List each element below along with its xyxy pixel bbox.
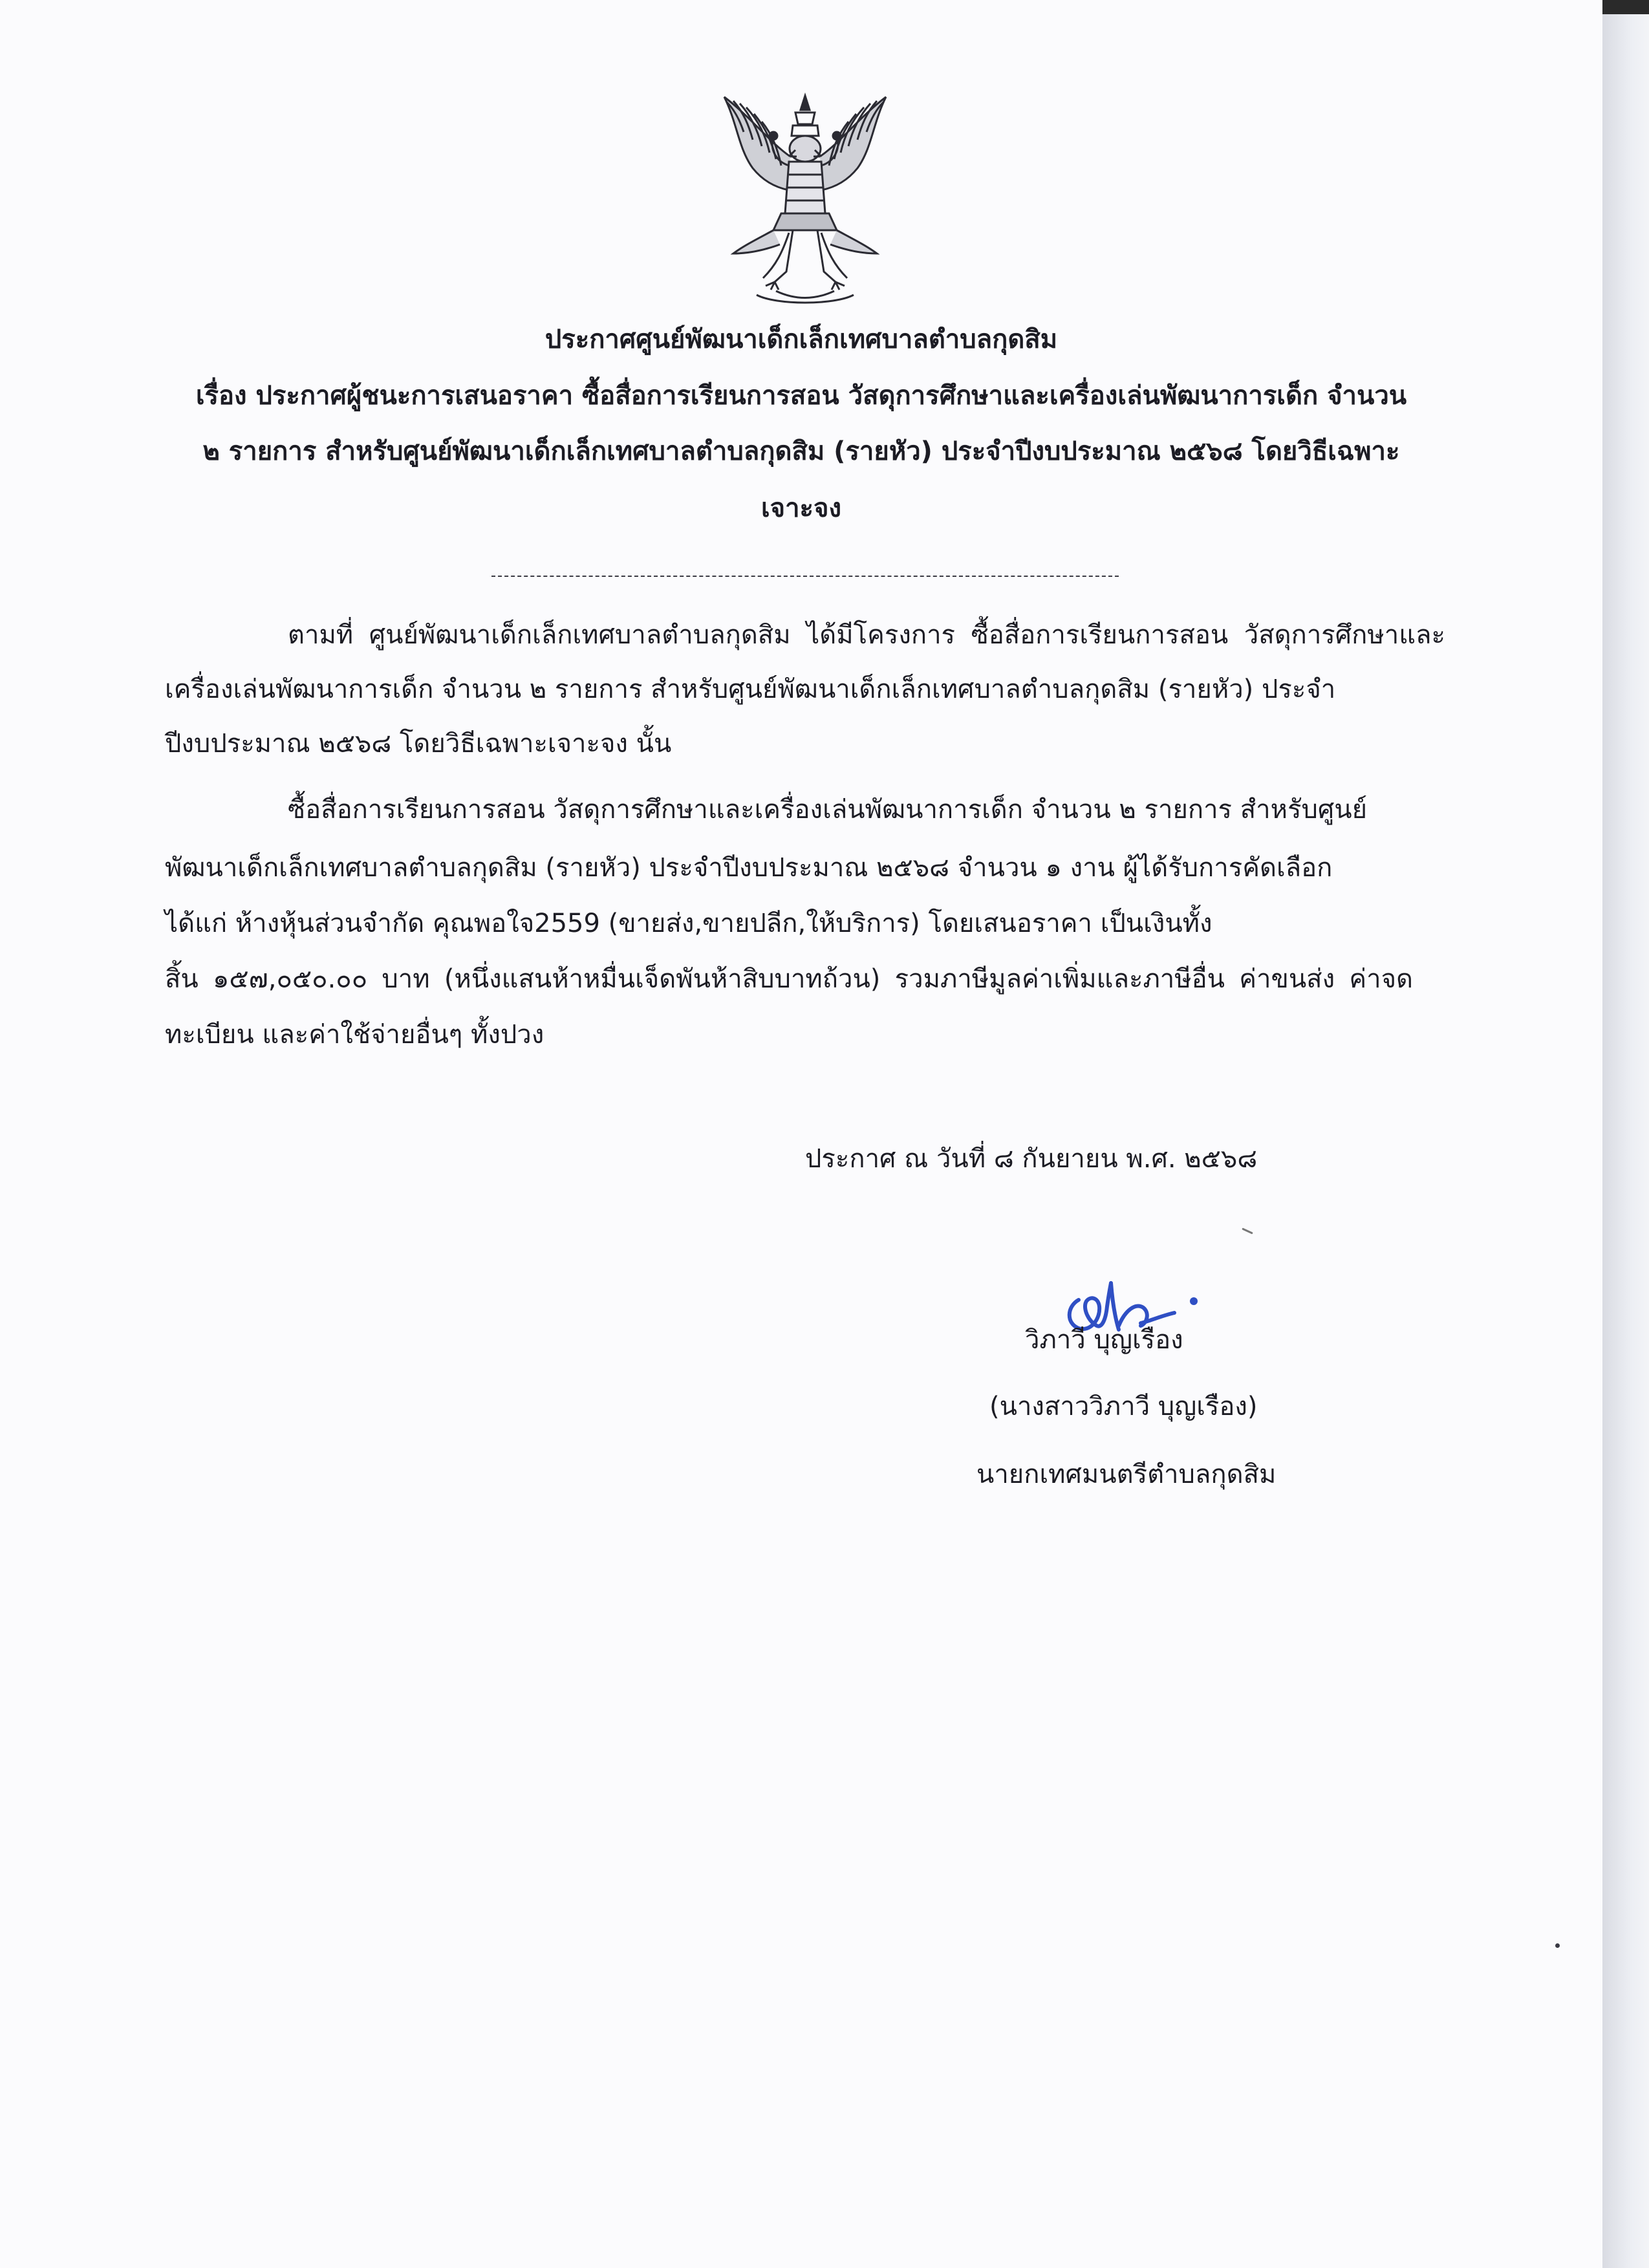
subject-line-1: เรื่อง ประกาศผู้ชนะการเสนอราคา ซื้อสื่อการเรียนการสอน วัสดุการศึกษาและเครื่องเล่นพัฒนาการเด็ก จำนวน: [195, 381, 1407, 411]
subject-line-3: เจาะจง: [760, 493, 842, 523]
scan-edge: [1602, 0, 1649, 2268]
divider: [491, 576, 1119, 577]
signer-full-name: (นางสาววิภาวี บุญเรือง): [989, 1392, 1258, 1421]
paragraph-1-line-2: เครื่องเล่นพัฒนาการเด็ก จำนวน ๒ รายการ สำหรับศูนย์พัฒนาเด็กเล็กเทศบาลตำบลกุดสิม (รายหัว) ประจำ: [165, 675, 1336, 704]
announcement-date: ประกาศ ณ วันที่ ๘ กันยายน พ.ศ. ๒๕๖๘: [805, 1144, 1258, 1174]
paragraph-2-line-4: สิ้น ๑๕๗,๐๕๐.๐๐ บาท (หนึ่งแสนห้าหมื่นเจ็ดพันห้าสิบบาทถ้วน) รวมภาษีมูลค่าเพิ่มและภาษีอื่น ค่าขนส่ง ค่าจด: [165, 964, 1413, 994]
page-title: ประกาศศูนย์พัฒนาเด็กเล็กเทศบาลตำบลกุดสิม: [544, 325, 1058, 354]
garuda-emblem-icon: [698, 84, 912, 307]
paragraph-2-line-3: ได้แก่ ห้างหุ้นส่วนจำกัด คุณพอใจ2559 (ขายส่ง,ขายปลีก,ให้บริการ) โดยเสนอราคา เป็นเงินทั้ง: [165, 909, 1212, 938]
scan-speck: [1555, 1943, 1560, 1948]
signer-name: วิภาวี บุญเรือง: [1025, 1325, 1183, 1355]
signer-position: นายกเทศมนตรีตำบลกุดสิม: [976, 1460, 1277, 1489]
paragraph-2-line-1: ซื้อสื่อการเรียนการสอน วัสดุการศึกษาและเครื่องเล่นพัฒนาการเด็ก จำนวน ๒ รายการ สำหรับศูนย์: [288, 795, 1368, 825]
paragraph-2-line-2: พัฒนาเด็กเล็กเทศบาลตำบลกุดสิม (รายหัว) ประจำปีงบประมาณ ๒๕๖๘ จำนวน ๑ งาน ผู้ได้รับการคัดเลือก: [165, 853, 1333, 883]
subject-line-2: ๒ รายการ สำหรับศูนย์พัฒนาเด็กเล็กเทศบาลตำบลกุดสิม (รายหัว) ประจำปีงบประมาณ ๒๕๖๘ โดยวิธีเฉพาะ: [202, 437, 1400, 466]
paragraph-1-line-1: ตามที่ ศูนย์พัฒนาเด็กเล็กเทศบาลตำบลกุดสิม ได้มีโครงการ ซื้อสื่อการเรียนการสอน วัสดุการศึกษาและ: [288, 620, 1445, 650]
paragraph-2-line-5: ทะเบียน และค่าใช้จ่ายอื่นๆ ทั้งปวง: [165, 1020, 544, 1050]
scan-edge-mark: [1602, 0, 1649, 14]
paragraph-1-line-3: ปีงบประมาณ ๒๕๖๘ โดยวิธีเฉพาะเจาะจง นั้น: [165, 729, 672, 759]
